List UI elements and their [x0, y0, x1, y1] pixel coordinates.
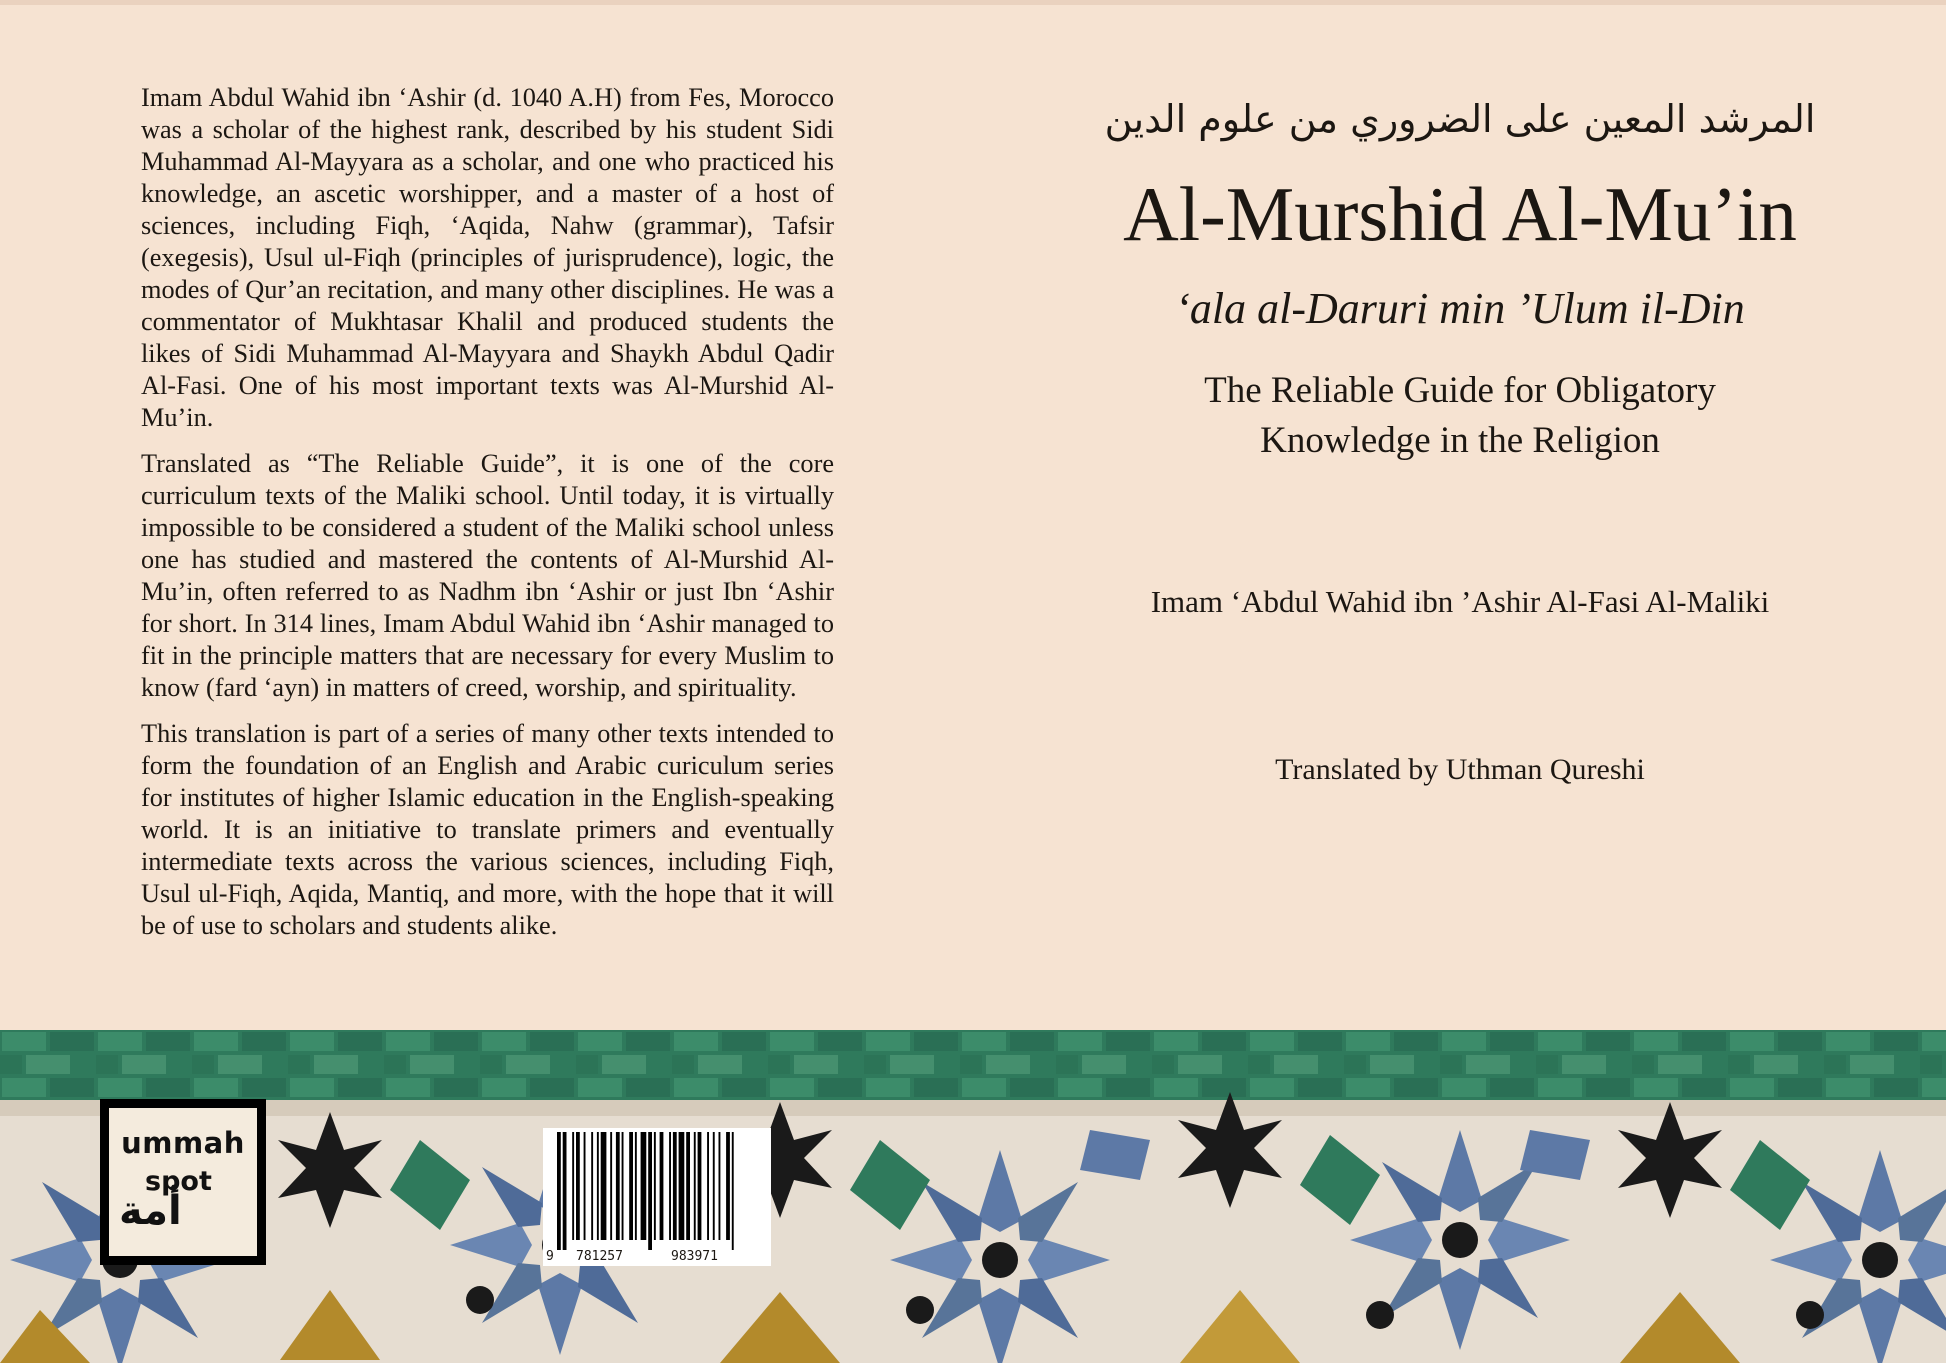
barcode-bar	[726, 1132, 730, 1240]
barcode-bar	[597, 1132, 599, 1240]
english-subtitle-line-2: Knowledge in the Religion	[1260, 420, 1660, 461]
zellige-tile-band	[0, 1030, 1946, 1363]
barcode-bar	[563, 1132, 567, 1250]
logo-arabic-word: أمة	[119, 1188, 182, 1234]
front-cover	[1080, 80, 1840, 790]
isbn-barcode	[543, 1128, 771, 1266]
logo-word-ummah: ummah	[121, 1126, 245, 1160]
arabic-title: المرشد المعين على الضروري من علوم الدين	[1104, 97, 1816, 141]
barcode-bar	[660, 1132, 664, 1240]
barcode-group-1: 781257	[576, 1249, 623, 1264]
english-subtitle	[1080, 366, 1840, 466]
barcode-bar	[732, 1132, 734, 1250]
barcode-bars	[543, 1128, 771, 1250]
barcode-bar	[635, 1132, 637, 1240]
logo-word-spot: spot	[145, 1166, 212, 1197]
publisher-logo	[100, 1099, 266, 1265]
barcode-bar	[576, 1132, 580, 1240]
book-title: Al-Murshid Al-Mu’in	[1123, 171, 1797, 257]
barcode-bar	[669, 1132, 671, 1240]
publisher-logo-inner	[109, 1108, 257, 1256]
barcode-group-2: 983971	[671, 1249, 718, 1264]
author-name: Imam ‘Abdul Wahid ibn ’Ashir Al-Fasi Al-Maliki	[1150, 584, 1770, 619]
barcode-bar	[719, 1132, 721, 1240]
barcode-bar	[698, 1132, 702, 1240]
zellige-pattern	[0, 1030, 1946, 1363]
barcode-bar	[673, 1132, 677, 1240]
back-paragraph-1: Imam Abdul Wahid ibn ‘Ashir (d. 1040 A.H) from Fes, Morocco was a scholar of the highest rank, described by his student Sidi Muhammad Al-Mayyara as a scholar, and one who practiced his knowledge, an ascetic worshipper, and a master of a host of sciences, including Fiqh, ‘Aqida, Nahw (grammar), Tafsir (exegesis), Usul ul-Fiqh (principles of jurisprudence), logic, the modes of Qur’an recitation, and many other disciplines. He was a commentator of Mukhtasar Khalil and produced students the likes of Sidi Muhammad Al-Mayyara and Shaykh Abdul Qadir Al-Fasi. One of his most important texts was Al-Murshid Al-Mu’in.	[141, 83, 834, 432]
barcode-bar	[616, 1132, 620, 1240]
transliterated-subtitle: ‘ala al-Daruri min ’Ulum il-Din	[1175, 284, 1745, 333]
barcode-bar	[707, 1132, 709, 1240]
barcode-bar	[641, 1132, 647, 1240]
barcode-bar	[679, 1132, 685, 1240]
barcode-bar	[694, 1132, 696, 1240]
barcode-bar	[622, 1132, 624, 1240]
translator-credit: Translated by Uthman Qureshi	[1275, 753, 1645, 786]
barcode-bar	[591, 1132, 593, 1240]
barcode-bar	[713, 1132, 715, 1240]
barcode-bar	[601, 1132, 607, 1240]
barcode-bar	[557, 1132, 561, 1250]
barcode-bar	[648, 1132, 652, 1250]
top-edge	[0, 0, 1946, 5]
barcode-bar	[584, 1132, 586, 1240]
barcode-bar	[654, 1132, 656, 1240]
english-subtitle-line-1: The Reliable Guide for Obligatory	[1204, 370, 1716, 411]
back-paragraph-2: Translated as “The Reliable Guide”, it is one of the core curriculum texts of the Maliki school. Until today, it is virtually impossible to be considered a student of the Maliki school unless one has studied and mastered the contents of Al-Murshid Al-Mu’in, often referred to as Nadhm ibn ‘Ashir or just Ibn ‘Ashir for short. In 314 lines, Imam Abdul Wahid ibn ‘Ashir managed to fit in the principle matters that are necessary for every Muslim to know (fard ‘ayn) in matters of creed, worship, and spirituality.	[141, 449, 834, 702]
barcode-bar	[572, 1132, 574, 1240]
barcode-bar	[686, 1132, 690, 1240]
barcode-bar	[629, 1132, 633, 1240]
back-paragraph-3: This translation is part of a series of many other texts intended to form the foundation of an English and Arabic curiculum series for institutes of higher Islamic education in the English-speaking world. It is an initiative to translate primers and eventually intermediate texts across the various sciences, including Fiqh, Usul ul-Fiqh, Aqida, Mantiq, and more, with the hope that it will be of use to scholars and students alike.	[141, 719, 834, 940]
barcode-bar	[610, 1132, 612, 1240]
barcode-digits	[543, 1248, 771, 1266]
back-cover-text	[141, 82, 834, 956]
barcode-lead-digit: 9	[546, 1249, 554, 1264]
